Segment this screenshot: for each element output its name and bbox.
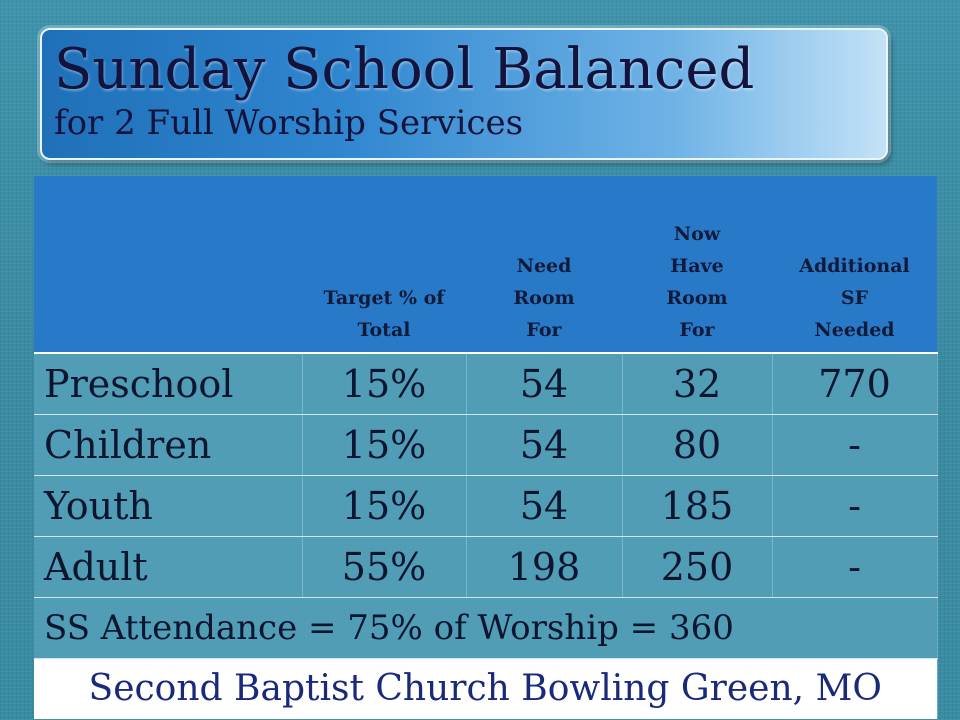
table-row [34, 353, 937, 415]
row-target: 55% [302, 537, 466, 598]
row-need: 54 [466, 353, 622, 415]
title-box [40, 28, 888, 160]
row-have: 32 [622, 353, 772, 415]
header-line: Need [516, 255, 572, 277]
row-target: 15% [302, 476, 466, 537]
row-target: 15% [302, 415, 466, 476]
header-line: Have [670, 255, 724, 277]
slide-title: Sunday School Balanced [54, 37, 755, 102]
header-line: Total [357, 319, 411, 341]
row-need: 198 [466, 537, 622, 598]
header-need-room [466, 176, 622, 353]
header-line: Target % of [323, 287, 445, 309]
slide-subtitle: for 2 Full Worship Services [54, 103, 524, 143]
attendance-table [34, 176, 938, 719]
summary-row [34, 598, 937, 659]
header-target [302, 176, 466, 353]
row-have: 185 [622, 476, 772, 537]
row-category: Adult [34, 537, 302, 598]
table-row [34, 415, 937, 476]
row-additional: - [772, 537, 937, 598]
row-additional: 770 [772, 353, 937, 415]
header-category [34, 176, 302, 353]
header-line: Room [513, 287, 575, 309]
row-have: 80 [622, 415, 772, 476]
header-line: Now [673, 223, 721, 245]
header-line: Additional [799, 255, 910, 277]
footer-row [34, 659, 937, 720]
row-need: 54 [466, 476, 622, 537]
row-have: 250 [622, 537, 772, 598]
header-line: SF [840, 287, 869, 309]
table-row [34, 476, 937, 537]
header-row [34, 176, 937, 353]
table-row [34, 537, 937, 598]
row-target: 15% [302, 353, 466, 415]
row-additional: - [772, 415, 937, 476]
row-additional: - [772, 476, 937, 537]
header-additional-sf [772, 176, 937, 353]
header-line: For [526, 319, 562, 341]
row-category: Preschool [34, 353, 302, 415]
header-line: Needed [814, 319, 895, 341]
church-name: Second Baptist Church Bowling Green, MO [34, 659, 937, 720]
row-need: 54 [466, 415, 622, 476]
row-category: Youth [34, 476, 302, 537]
row-category: Children [34, 415, 302, 476]
summary-text: SS Attendance = 75% of Worship = 360 [34, 598, 937, 659]
header-line: Room [666, 287, 728, 309]
header-line: For [679, 319, 715, 341]
header-have-room [622, 176, 772, 353]
